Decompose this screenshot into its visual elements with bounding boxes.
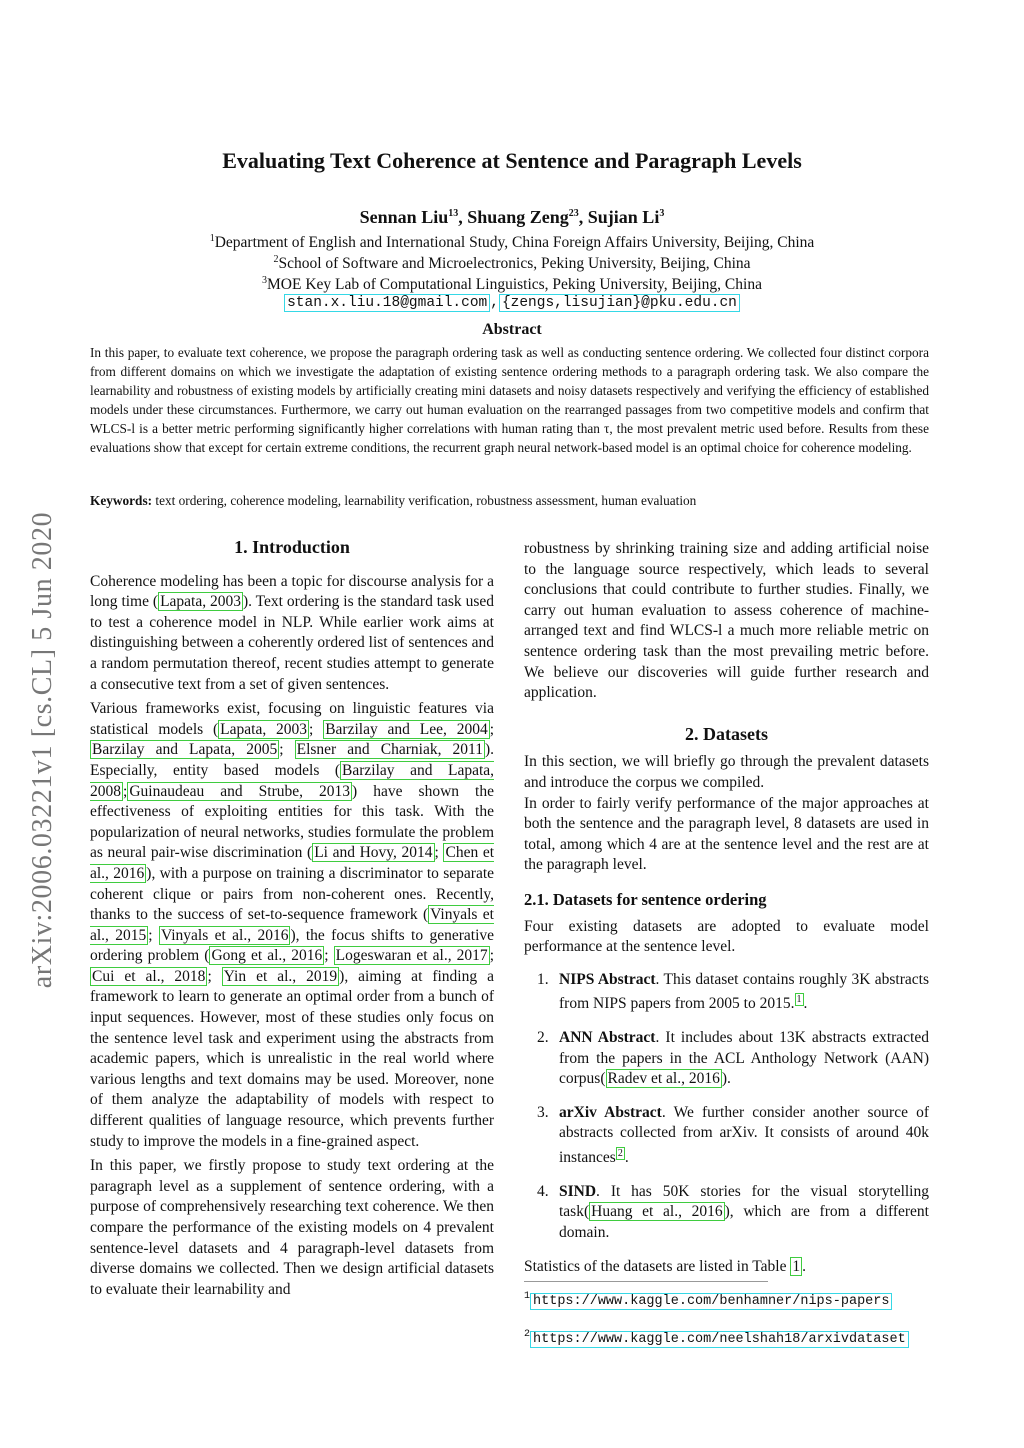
text: ; xyxy=(123,782,128,800)
footnote-url[interactable]: https://www.kaggle.com/benhamner/nips-papers xyxy=(530,1293,892,1310)
text: ). Especially, entity based models ( xyxy=(90,741,495,779)
citation-link[interactable]: Huang et al., 2016 xyxy=(591,1203,723,1221)
text: . We further consider another source of abstracts collected from arXiv. It consists of around 40k instances xyxy=(559,1103,930,1167)
citation-link[interactable]: Elsner and Charniak, 2011 xyxy=(296,741,483,759)
list-item xyxy=(524,1182,929,1244)
dataset-name: ANN Abstract xyxy=(559,1029,656,1047)
keywords xyxy=(90,493,696,509)
section-heading: 2. Datasets xyxy=(685,723,768,744)
abstract-text: In this paper, to evaluate text coherence, we propose the paragraph ordering task as well as conducting sentence ordering. We collected four distinct corpora from different domains on which we investigate the adaptation of existing sentence ordering methods to a paragraph ordering task. We also compare the learnability and robustness of existing models by artificially creating mini datasets and noisy datasets respectively and verifying the efficiency of established models under these circumstances. Furthermore, we carry out human evaluation on the rearranged passages from two competitive models and confirm that WLCS-l is a better metric performing significantly higher correlations with human rating than τ, the most prevalent metric used before. Results from these evaluations show that except for certain extreme conditions, the recurrent graph neural network-based model is an optimal choice for coherence modeling. xyxy=(90,345,929,456)
datasets-paragraph: In this section, we will briefly go through the prevalent datasets and introduce the corpus we compiled. xyxy=(524,753,929,791)
affiliation xyxy=(0,275,1024,294)
text: ), the focus shifts to generative ordering problem ( xyxy=(90,926,494,965)
aff-text: MOE Key Lab of Computational Linguistics, Peking University, Beijing, China xyxy=(267,276,762,294)
citation-link[interactable]: Li and Hovy, 2014 xyxy=(314,844,433,862)
text: Various frameworks exist, focusing on linguistic features via statistical models ( xyxy=(90,700,494,738)
text: ; xyxy=(309,720,324,738)
footnote-mark: 1 xyxy=(524,1291,531,1302)
aff-sup: 1 xyxy=(209,233,215,244)
datasets-paragraph: Four existing datasets are adopted to evaluate model performance at the sentence level. xyxy=(524,917,929,956)
email-link[interactable]: {zengs,lisujian}@pku.edu.cn xyxy=(499,294,740,312)
affiliation xyxy=(0,254,1024,273)
list-number: 2. xyxy=(537,1029,549,1047)
citation-link[interactable]: Lapata, 2003 xyxy=(220,720,308,738)
citation-link[interactable]: Guinaudeau and Strube, 2013 xyxy=(129,782,351,800)
dataset-name: arXiv Abstract xyxy=(559,1103,662,1121)
citation-link[interactable]: Lapata, 2003 xyxy=(160,593,241,611)
left-column xyxy=(90,537,494,1304)
dataset-list xyxy=(524,970,929,1244)
intro-paragraph xyxy=(90,699,494,1152)
datasets-paragraph: In order to fairly verify performance of the major approaches at both the sentence and the paragraph level, 8 datasets are used in total, among which 4 are at the sentence level and the rest are at the paragraph level. xyxy=(524,794,929,874)
subsection-heading: 2.1. Datasets for sentence ordering xyxy=(524,889,767,909)
footnote xyxy=(524,1287,929,1311)
text: Coherence modeling has been a topic for discourse analysis for a long time ( xyxy=(90,572,494,611)
footnote-url[interactable]: https://www.kaggle.com/neelshah18/arxivdataset xyxy=(530,1331,909,1348)
text: . It has 50K stories for the visual storytelling task( xyxy=(559,1182,929,1221)
aff-sup: 3 xyxy=(262,275,268,286)
affiliation xyxy=(0,233,1024,252)
aff-text: School of Software and Microelectronics, Peking University, Beijing, China xyxy=(278,255,751,273)
arxiv-id: arXiv:2006.03221v1 [cs.CL] 5 Jun 2020 xyxy=(27,511,59,989)
text: ; xyxy=(148,926,159,944)
text: ), aiming at finding a framework to learn to generate an optimal order from a bunch of input sequences. However, most of these studies only focus on the sentence level task and experiment using the abstracts from academic papers, which is unrealistic in the real world where various lengths and text domains may be used. Moreover, none of them analyze the adaptability of models with respect to different qualities of language resource, which prevents further study to improve the models in a fine-grained aspect. xyxy=(90,967,494,1150)
citation-link[interactable]: Barzilay and Lapata, 2008 xyxy=(90,761,495,800)
list-number: 1. xyxy=(537,970,549,988)
intro-paragraph xyxy=(90,572,494,696)
keywords-text: text ordering, coherence modeling, learnability verification, robustness assessment, human evaluation xyxy=(155,493,697,508)
paper-title: Evaluating Text Coherence at Sentence and Paragraph Levels xyxy=(222,148,802,173)
author-list: Sennan Liu$^{13}$, Shuang Zeng$^{23}$, Sujian Li$^3$ xyxy=(359,207,665,227)
citation-link[interactable]: Chen et al., 2016 xyxy=(90,844,495,882)
footnote-link[interactable]: 2 xyxy=(617,1148,623,1159)
table-reference xyxy=(524,1257,929,1278)
list-item: 1. NIPS Abstract. This dataset contains roughly 3K abstracts from NIPS papers from 2005 to 2015. $^1$ . xyxy=(537,970,929,1013)
list-number: 4. xyxy=(537,1182,549,1200)
arxiv-stamp xyxy=(28,455,58,1045)
text: ). Text ordering is the standard task used to test a coherence model in NLP. While earlier work aims at distinguishing between a coherently ordered list of sentences and a random permutation thereof, recent studies attempt to generate a consecutive text from a set of given sentences. xyxy=(90,593,494,693)
footnote-mark: 2 xyxy=(524,1329,531,1340)
citation-link[interactable]: Vinyals et al., 2015 xyxy=(90,906,494,944)
intro-paragraph: robustness by shrinking training size and adding artificial noise to the language source respectively, which leads to several conclusions that could contribute to further studies. Finally, we carry out human evaluation to assess coherence of machine-arranged text and find WLCS-l a much more reliable metric on sentence ordering task than the most prevailing metric before. We believe our discoveries will guide further research and application. xyxy=(524,540,929,702)
text: ; xyxy=(434,844,444,862)
dataset-name: NIPS Abstract xyxy=(559,970,656,988)
footnote xyxy=(524,1325,929,1349)
email-link[interactable]: stan.x.liu.18@gmail.com xyxy=(284,294,490,312)
citation-link[interactable]: Gong et al., 2016 xyxy=(211,947,323,965)
text: ) have shown the effectiveness of exploiting entities for this task. With the popularization of neural networks, studies formulate the problem as neural pair-wise discrimination ( xyxy=(90,782,494,862)
list-item xyxy=(524,1028,929,1090)
text: ; xyxy=(279,741,295,759)
text: ), which are from a different domain. xyxy=(559,1203,929,1241)
text: . It includes about 13K abstracts extracted from the papers in the ACL Anthology Network (AAN) corpus( xyxy=(559,1029,929,1088)
aff-sup: 2 xyxy=(273,254,279,265)
citation-link[interactable]: Cui et al., 2018 xyxy=(92,967,206,985)
abstract-heading: Abstract xyxy=(482,321,542,338)
citation-link[interactable]: Vinyals et al., 2016 xyxy=(160,926,289,944)
author-sup: 13 xyxy=(448,208,459,219)
text: Statistics of the datasets are listed in Table xyxy=(524,1257,791,1275)
author-name: Sujian Li xyxy=(587,207,660,227)
text: . xyxy=(802,1257,806,1275)
email-list: stan.x.liu.18@gmail.com , {zengs,lisujian}@pku.edu.cn xyxy=(0,295,1024,311)
citation-link[interactable]: Logeswaran et al., 2017 xyxy=(335,947,488,965)
text: ; xyxy=(489,720,495,738)
table-link[interactable]: 1 xyxy=(792,1257,801,1275)
text: ; xyxy=(207,967,222,985)
keywords-label: Keywords: xyxy=(90,493,153,508)
list-item xyxy=(524,1103,929,1169)
citation-link[interactable]: Radev et al., 2016 xyxy=(607,1070,720,1088)
author-sup: 3 xyxy=(659,208,665,219)
aff-text: Department of English and International Study, China Foreign Affairs University, Beijing, China xyxy=(214,234,815,252)
author-name: Shuang Zeng xyxy=(467,207,569,227)
author-sup: 23 xyxy=(568,208,579,219)
text: . xyxy=(624,1149,629,1167)
footnote-divider xyxy=(524,1281,768,1282)
text: . This dataset contains roughly 3K abstracts from NIPS papers from 2005 to 2015. xyxy=(559,970,929,1013)
footnote-link[interactable]: 1 xyxy=(796,994,802,1006)
text: ; xyxy=(324,947,334,965)
citation-link[interactable]: Barzilay and Lee, 2004 xyxy=(325,720,488,738)
list-number: 3. xyxy=(537,1103,549,1121)
dataset-name: SIND xyxy=(559,1182,597,1200)
text: ; xyxy=(489,947,494,965)
text: ). xyxy=(721,1070,731,1088)
citation-link[interactable]: Barzilay and Lapata, 2005 xyxy=(92,741,278,759)
citation-link[interactable]: Yin et al., 2019 xyxy=(223,967,338,985)
author-name: Sennan Liu xyxy=(359,207,449,227)
right-column xyxy=(524,539,929,1281)
text: ), with a purpose on training a discriminator to separate coherent clique or pairs from non-coherent ones. Recently, thanks to the success of set-to-sequence framework ( xyxy=(90,864,495,924)
section-heading: 1. Introduction xyxy=(234,537,350,557)
intro-paragraph: In this paper, we firstly propose to study text ordering at the paragraph level as a supplement of sentence ordering, with a purpose of comprehensively researching text coherence. We then compare the performance of the existing models on 4 prevalent sentence-level datasets and 4 paragraph-level datasets from diverse domains we collected. Then we design artificial datasets to evaluate their learnability and xyxy=(90,1157,494,1298)
